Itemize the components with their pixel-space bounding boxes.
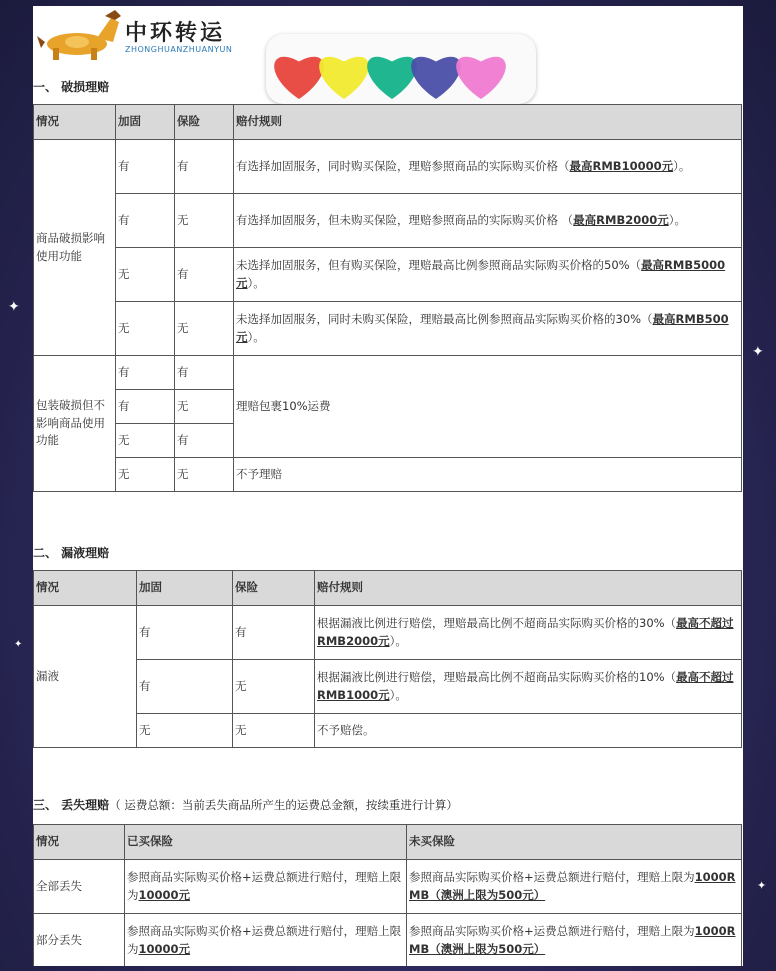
rule-end: ）。 — [389, 633, 407, 648]
hearts-icon — [266, 34, 536, 112]
section-title-leak: 二、 漏液理赔 — [33, 546, 110, 560]
table-header-row — [34, 571, 742, 606]
situation-cell: 部分丢失 — [34, 914, 125, 967]
rule-limit: 最高RMB500元 — [236, 311, 729, 344]
logo-name-en: ZHONGHUANZHUANYUN — [125, 45, 233, 54]
insured-limit: 10000元 — [138, 941, 191, 956]
insurance-cell: 有 — [175, 356, 234, 390]
rule-end: ）。 — [247, 275, 265, 290]
header-situation: 情况 — [34, 105, 116, 140]
insured-limit: 10000元 — [138, 887, 191, 902]
header-insurance: 保险 — [175, 105, 234, 140]
rule-text: 有选择加固服务，同时购买保险，理赔参照商品的实际购买价格（ — [236, 158, 570, 173]
header-rule: 赔付规则 — [234, 105, 742, 140]
rule-cell: 不予赔偿。 — [315, 714, 742, 748]
insurance-cell: 有 — [175, 248, 234, 302]
header-reinforce: 加固 — [137, 571, 233, 606]
reinforce-cell: 有 — [137, 606, 233, 660]
header-insurance: 保险 — [233, 571, 315, 606]
reinforce-cell: 有 — [116, 356, 175, 390]
leak-table — [33, 570, 742, 748]
reinforce-cell: 无 — [137, 714, 233, 748]
reinforce-cell: 无 — [116, 458, 175, 492]
section-title-damage: 一、 破损理赔 — [33, 80, 110, 94]
situation-cell: 全部丢失 — [34, 860, 125, 914]
reinforce-cell: 有 — [116, 140, 175, 194]
insurance-cell: 有 — [233, 606, 315, 660]
table-row — [34, 606, 742, 660]
table-row — [34, 194, 742, 248]
reinforce-cell: 有 — [116, 194, 175, 248]
insurance-cell: 无 — [233, 714, 315, 748]
insured-text: 参照商品实际购买价格+运费总额进行赔付，理赔上限为 — [127, 869, 402, 902]
damage-table — [33, 104, 742, 492]
insured-cell — [125, 914, 407, 967]
header-situation: 情况 — [34, 825, 125, 860]
uninsured-text: 参照商品实际购买价格+运费总额进行赔付，理赔上限为 — [409, 923, 695, 938]
rule-cell — [234, 140, 742, 194]
rule-limit: 最高RMB10000元 — [569, 158, 674, 173]
rule-end: ）。 — [389, 687, 407, 702]
rule-cell: 不予理赔 — [234, 458, 742, 492]
table-header-row — [34, 825, 742, 860]
sparkle-icon: ✦ — [752, 344, 764, 360]
reinforce-cell: 无 — [116, 424, 175, 458]
rule-limit: 最高RMB5000元 — [236, 257, 726, 290]
situation-cell: 商品破损影响使用功能 — [34, 140, 116, 356]
table-row — [34, 660, 742, 714]
section-subtitle-loss: （ 运费总额：当前丢失商品所产生的运费总金额，按续重进行计算） — [109, 798, 458, 812]
section-title-loss-text: 三、 丢失理赔 — [33, 798, 110, 812]
heart-icon — [319, 57, 369, 99]
reinforce-cell: 无 — [116, 302, 175, 356]
heart-icon — [456, 57, 506, 99]
rule-cell — [234, 248, 742, 302]
sparkle-icon: ✦ — [757, 879, 767, 892]
rule-limit: 最高不超过RMB1000元 — [317, 669, 734, 702]
section-title-loss — [33, 796, 458, 813]
horse-logo-icon — [35, 8, 125, 64]
situation-cell: 漏液 — [34, 606, 137, 748]
rule-end: ）。 — [247, 329, 265, 344]
rule-cell — [234, 302, 742, 356]
table-row — [34, 714, 742, 748]
reinforce-cell: 有 — [137, 660, 233, 714]
sparkle-icon: ✦ — [14, 639, 23, 650]
table-row — [34, 356, 742, 390]
table-row — [34, 140, 742, 194]
reinforce-cell: 有 — [116, 390, 175, 424]
insurance-cell: 无 — [233, 660, 315, 714]
insurance-cell: 有 — [175, 424, 234, 458]
insurance-cell: 无 — [175, 390, 234, 424]
rule-cell — [234, 194, 742, 248]
rule-text: 未选择加固服务，同时未购买保险，理赔最高比例参照商品实际购买价格的30%（ — [236, 311, 653, 326]
heart-icon — [274, 57, 324, 99]
heart-icon — [367, 57, 417, 99]
rule-end: ）。 — [668, 212, 686, 227]
insurance-cell: 无 — [175, 194, 234, 248]
heart-icon — [411, 57, 461, 99]
company-logo — [35, 8, 245, 64]
sparkle-icon: ✦ — [8, 299, 20, 315]
header-situation: 情况 — [34, 571, 137, 606]
uninsured-text: 参照商品实际购买价格+运费总额进行赔付，理赔上限为 — [409, 869, 695, 884]
table-header-row — [34, 105, 742, 140]
insured-text: 参照商品实际购买价格+运费总额进行赔付，理赔上限为 — [127, 923, 402, 956]
rule-limit: 最高RMB2000元 — [573, 212, 669, 227]
rule-end: ）。 — [673, 158, 691, 173]
rule-text: 有选择加固服务，但未购买保险，理赔参照商品的实际购买价格 （ — [236, 212, 574, 227]
header-insured: 已买保险 — [125, 825, 407, 860]
logo-name-cn: 中环转运 — [125, 21, 226, 46]
situation-cell: 包装破损但不影响商品使用功能 — [34, 356, 116, 492]
uninsured-cell — [407, 860, 742, 914]
table-row — [34, 302, 742, 356]
uninsured-cell — [407, 914, 742, 967]
header-rule: 赔付规则 — [315, 571, 742, 606]
document-page — [33, 6, 743, 966]
table-row — [34, 248, 742, 302]
hearts-sticker — [266, 34, 536, 104]
uninsured-limit: 1000RMB（澳洲上限为500元） — [409, 923, 736, 956]
reinforce-cell: 无 — [116, 248, 175, 302]
table-row — [34, 458, 742, 492]
rule-cell: 理赔包裹10%运费 — [234, 356, 742, 458]
header-uninsured: 未买保险 — [407, 825, 742, 860]
header-reinforce: 加固 — [116, 105, 175, 140]
insurance-cell: 无 — [175, 458, 234, 492]
rule-text: 未选择加固服务，但有购买保险，理赔最高比例参照商品实际购买价格的50%（ — [236, 257, 642, 272]
rule-cell — [315, 606, 742, 660]
table-row — [34, 914, 742, 967]
table-row — [34, 860, 742, 914]
insurance-cell: 无 — [175, 302, 234, 356]
insurance-cell: 有 — [175, 140, 234, 194]
rule-text: 根据漏液比例进行赔偿，理赔最高比例不超商品实际购买价格的10%（ — [317, 669, 677, 684]
rule-cell — [315, 660, 742, 714]
rule-text: 根据漏液比例进行赔偿，理赔最高比例不超商品实际购买价格的30%（ — [317, 615, 677, 630]
insured-cell — [125, 860, 407, 914]
loss-table — [33, 824, 742, 966]
rule-limit: 最高不超过RMB2000元 — [317, 615, 734, 648]
uninsured-limit: 1000RMB（澳洲上限为500元） — [409, 869, 736, 902]
